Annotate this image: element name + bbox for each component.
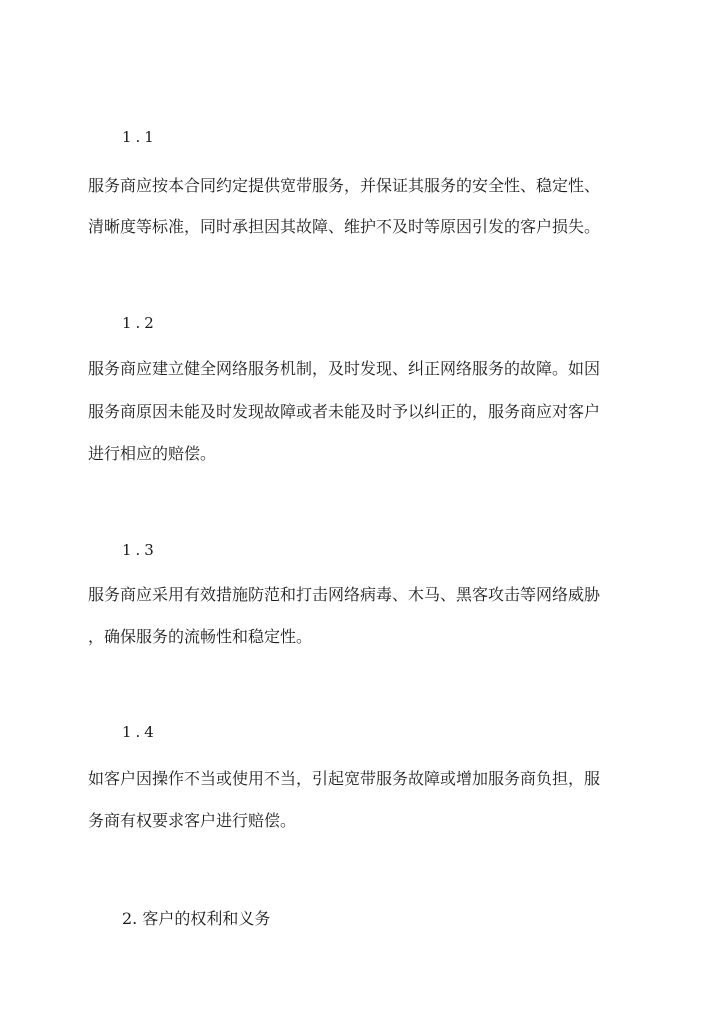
- section-number-1-3: 1.3: [122, 541, 158, 559]
- section-number-1-4: 1.4: [122, 723, 158, 741]
- section-1-1-line-1: 服务商应按本合同约定提供宽带服务，并保证其服务的安全性、稳定性、: [88, 176, 601, 195]
- section-number-1-1: 1.1: [122, 128, 158, 146]
- section-1-2-line-1: 服务商应建立健全网络服务机制，及时发现、纠正网络服务的故障。如因: [88, 359, 601, 378]
- section-1-2-line-3: 进行相应的赔偿。: [88, 444, 217, 463]
- section-heading-2: 2. 客户的权利和义务: [122, 909, 271, 928]
- section-number-1-2: 1.2: [122, 314, 158, 332]
- section-1-1-line-2: 清晰度等标准，同时承担因其故障、维护不及时等原因引发的客户损失。: [88, 217, 601, 236]
- section-1-3-line-2: ，确保服务的流畅性和稳定性。: [88, 627, 313, 646]
- section-1-2-line-2: 服务商原因未能及时发现故障或者未能及时予以纠正的，服务商应对客户: [88, 402, 601, 421]
- section-1-3-line-1: 服务商应采用有效措施防范和打击网络病毒、木马、黑客攻击等网络威胁: [88, 585, 601, 604]
- section-1-4-line-2: 务商有权要求客户进行赔偿。: [88, 811, 297, 830]
- section-1-4-line-1: 如客户因操作不当或使用不当，引起宽带服务故障或增加服务商负担，服: [88, 769, 601, 788]
